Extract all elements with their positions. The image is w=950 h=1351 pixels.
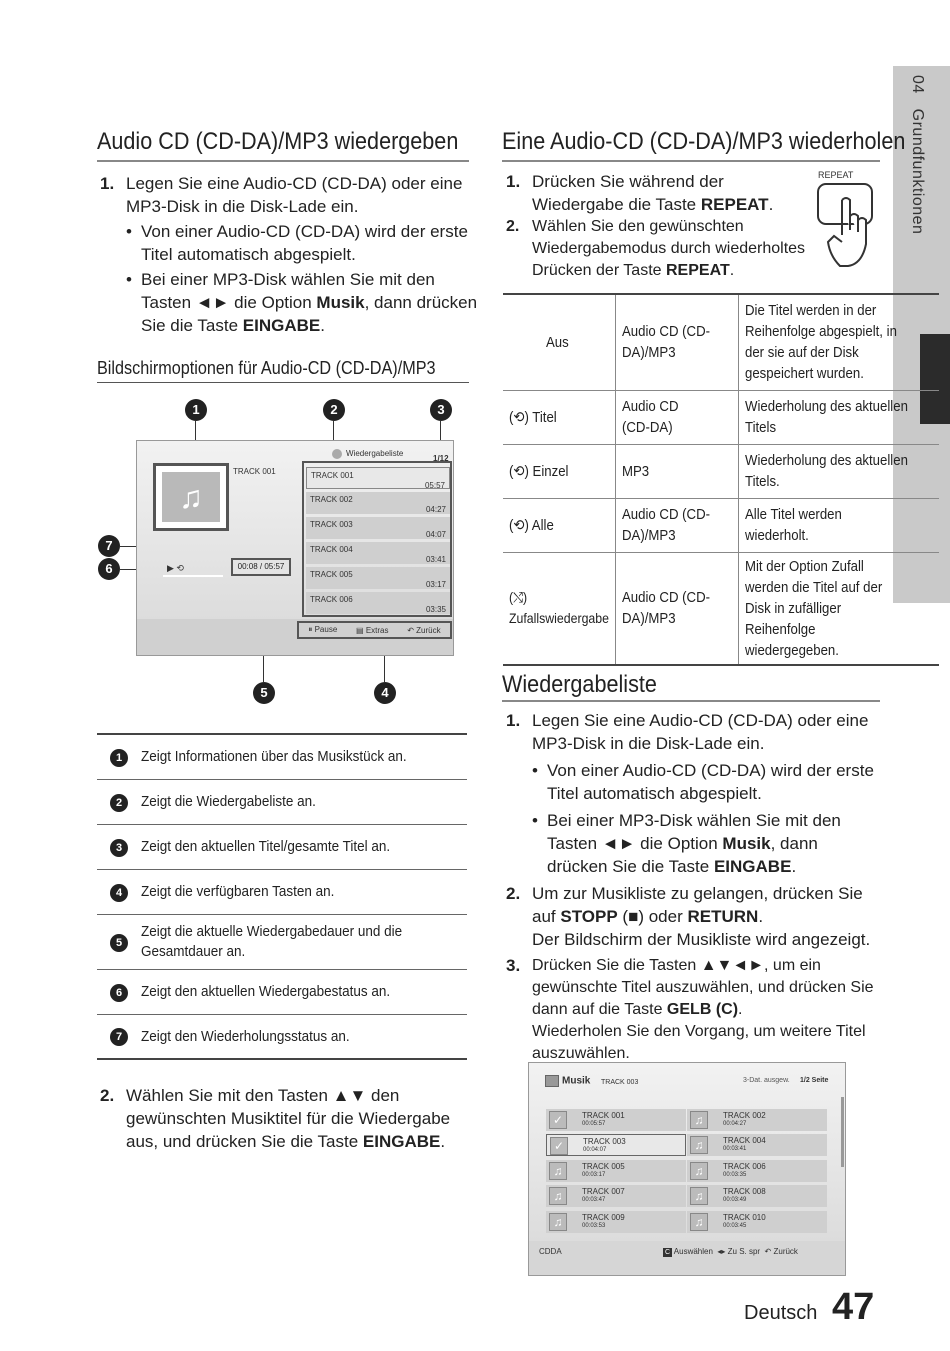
disc-type: CDDA — [539, 1247, 562, 1256]
progress-bar — [163, 575, 223, 577]
extras-button[interactable]: ▤ Extras — [356, 625, 389, 635]
playlist-icon — [332, 449, 342, 459]
playlist-title: Wiedergabeliste — [502, 671, 657, 698]
repeat-row-title: (⟲) Titel Audio CD (CD-DA) Wiederholung des aktuellen Titels — [503, 390, 939, 444]
legend-row-7: 7 Zeigt den Wiederholungsstatus an. — [97, 1015, 467, 1060]
music-icon: ♫ — [549, 1187, 567, 1205]
right-title-rule — [502, 160, 880, 162]
playlist-header: Wiedergabeliste — [332, 449, 403, 459]
page-jump-button[interactable]: ◂▸ Zu S. spr — [717, 1247, 761, 1256]
current-track: TRACK 001 — [233, 467, 276, 476]
pause-icon: ⏸ — [308, 625, 313, 634]
legend-row-1: 1 Zeigt Informationen über das Musikstück an. — [97, 735, 467, 780]
track-item-6[interactable]: TRACK 006 03:35 — [306, 592, 450, 614]
callout-3: 3 — [430, 399, 452, 421]
music-button-bar — [663, 1247, 798, 1257]
track-list — [302, 461, 452, 617]
page-number: 47 — [832, 1286, 875, 1328]
music-icon: ♫ — [549, 1162, 567, 1180]
music-item-2[interactable]: ♫ TRACK 002 00:04:27 — [687, 1109, 827, 1131]
page-indicator: 1/2 Seite — [800, 1077, 829, 1084]
legend-table — [97, 733, 467, 1060]
legend-row-3: 3 Zeigt den aktuellen Titel/gesamte Titel an. — [97, 825, 467, 870]
playback-time: 00:08 / 05:57 — [231, 558, 291, 576]
callout-1: 1 — [185, 399, 207, 421]
hand-press-icon — [812, 180, 878, 270]
footer-language: Deutsch — [744, 1302, 818, 1324]
music-item-7[interactable]: ♫ TRACK 007 00:03:47 — [546, 1185, 686, 1207]
callout-7: 7 — [98, 535, 120, 557]
repeat-row-single: (⟲) Einzel MP3 Wiederholung des aktuellen Titels. — [503, 444, 939, 498]
music-item-1[interactable]: ✓ TRACK 001 00:05:57 — [546, 1109, 686, 1131]
music-back-button[interactable]: ↶ Zurück — [764, 1247, 798, 1256]
back-button[interactable]: ↶ Zurück — [407, 625, 441, 635]
music-item-3[interactable]: ✓ TRACK 003 00:04:07 — [546, 1134, 686, 1156]
right-title: Eine Audio-CD (CD-DA)/MP3 wiederholen — [502, 128, 906, 155]
checked-music-icon: ✓ — [550, 1137, 568, 1155]
repeat-row-off: Aus Audio CD (CD-DA)/MP3 Die Titel werden in der Reihenfolge abgespielt, in der sie auf der Disk gespeichert wurden. — [503, 294, 939, 390]
playlist-steps: 1. Legen Sie eine Audio-CD (CD-DA) oder eine MP3-Disk in die Disk-Lade ein. • Von einer Audio-CD (CD-DA) wird der erste Titel automatisch abgespielt. • Bei einer MP3-Disk wählen Sie mit den Tasten ◄► die Option Musik, dann drücken Sie die Taste EINGABE. 2. Um zur Musikliste zu gelangen, drücken Sie auf STOPP (■) oder RETURN. Der Bildschirm der Musikliste wird angezeigt. 3. Drücken Sie die Tasten ▲▼◄►, um ein gewünschte Titel auszuwählen, und drücken Sie dann auf die Taste GELB (C). Wiederholen Sie den Vorgang, um weitere Titel auszuwählen. — [506, 711, 874, 1062]
left-step1: 1. Legen Sie eine Audio-CD (CD-DA) oder eine MP3-Disk in die Disk-Lade ein. • Von einer Audio-CD (CD-DA) wird der erste Titel automatisch abgespielt. • Bei einer MP3-Disk wählen Sie mit den Tasten ◄► die Option Musik, dann drücken Sie die Taste EINGABE. — [100, 174, 478, 335]
music-icon: ♫ — [690, 1111, 708, 1129]
track-item-1[interactable]: TRACK 001 05:57 — [306, 467, 450, 489]
callout-2: 2 — [323, 399, 345, 421]
repeat-steps: 1. Drücken Sie während der Wiedergabe die Taste REPEAT. 2. Wählen Sie den gewünschten Wiedergabemodus durch wiederholtes Drücken der Taste REPEAT. — [506, 172, 806, 279]
music-icon: ♫ — [549, 1213, 567, 1231]
callout-6: 6 — [98, 558, 120, 580]
legend-row-4: 4 Zeigt die verfügbaren Tasten an. — [97, 870, 467, 915]
music-note-icon: ♫ — [162, 472, 220, 522]
left-title-rule — [97, 160, 469, 162]
music-folder-icon — [545, 1075, 559, 1087]
music-list-current: TRACK 003 — [601, 1079, 639, 1086]
extras-icon: ▤ — [356, 625, 364, 635]
music-item-8[interactable]: ♫ TRACK 008 00:03:49 — [687, 1185, 827, 1207]
track-item-4[interactable]: TRACK 004 03:41 — [306, 542, 450, 564]
album-art-frame — [153, 463, 229, 531]
return-icon: ↶ — [407, 625, 414, 635]
music-icon: ♫ — [690, 1136, 708, 1154]
scrollbar[interactable] — [841, 1097, 844, 1167]
checked-music-icon: ✓ — [549, 1111, 567, 1129]
left-subtitle: Bildschirmoptionen für Audio-CD (CD-DA)/MP3 — [97, 358, 436, 378]
music-icon: ♫ — [690, 1162, 708, 1180]
music-icon: ♫ — [690, 1187, 708, 1205]
repeat-row-shuffle: (⤭) Zufallswiedergabe Audio CD (CD-DA)/MP3 Mit der Option Zufall werden die Titel auf der Disk in zufälliger Reihenfolge wiedergegeben. — [503, 552, 939, 665]
track-item-5[interactable]: TRACK 005 03:17 — [306, 567, 450, 589]
callout-4: 4 — [374, 682, 396, 704]
legend-row-6: 6 Zeigt den aktuellen Wiedergabestatus an. — [97, 970, 467, 1015]
callout-5: 5 — [253, 682, 275, 704]
left-right-icon: ◂▸ — [717, 1247, 726, 1256]
track-item-2[interactable]: TRACK 002 04:27 — [306, 492, 450, 514]
legend-row-5: 5 Zeigt die aktuelle Wiedergabedauer und die Gesamtdauer an. — [97, 915, 467, 970]
repeat-key-label: REPEAT — [818, 170, 854, 180]
repeat-row-all: (⟲) Alle Audio CD (CD-DA)/MP3 Alle Titel werden wiederholt. — [503, 498, 939, 552]
music-item-5[interactable]: ♫ TRACK 005 00:03:17 — [546, 1160, 686, 1182]
music-icon: ♫ — [690, 1213, 708, 1231]
button-bar — [297, 621, 452, 639]
pause-button[interactable]: ⏸ Pause — [308, 625, 338, 634]
play-status-icon: ▶ ⟲ — [167, 563, 184, 573]
playlist-title-rule — [502, 700, 880, 702]
c-key-icon: C — [664, 1249, 671, 1256]
left-title: Audio CD (CD-DA)/MP3 wiedergeben — [97, 128, 459, 155]
return-icon: ↶ — [764, 1247, 772, 1256]
music-list-screen — [528, 1062, 846, 1276]
left-step2: 2. Wählen Sie mit den Tasten ▲▼ den gewünschten Musiktitel für die Wiedergabe aus, und drücken Sie die Taste EINGABE. — [100, 1086, 451, 1151]
repeat-mode-table — [503, 293, 939, 666]
music-item-10[interactable]: ♫ TRACK 010 00:03:45 — [687, 1211, 827, 1233]
track-counter: 1/12 — [433, 454, 449, 463]
select-button[interactable]: C Auswählen — [664, 1247, 713, 1256]
music-item-9[interactable]: ♫ TRACK 009 00:03:53 — [546, 1211, 686, 1233]
legend-row-2: 2 Zeigt die Wiedergabeliste an. — [97, 780, 467, 825]
music-item-4[interactable]: ♫ TRACK 004 00:03:41 — [687, 1134, 827, 1156]
track-item-3[interactable]: TRACK 003 04:07 — [306, 517, 450, 539]
music-item-6[interactable]: ♫ TRACK 006 00:03:35 — [687, 1160, 827, 1182]
left-subtitle-rule — [97, 382, 469, 383]
music-list-header: Musik — [545, 1075, 590, 1087]
playback-screen — [136, 440, 454, 656]
side-tab-label: 04 Grundfunktionen — [909, 75, 926, 235]
selected-count: 3-Dat. ausgew. — [743, 1077, 790, 1084]
